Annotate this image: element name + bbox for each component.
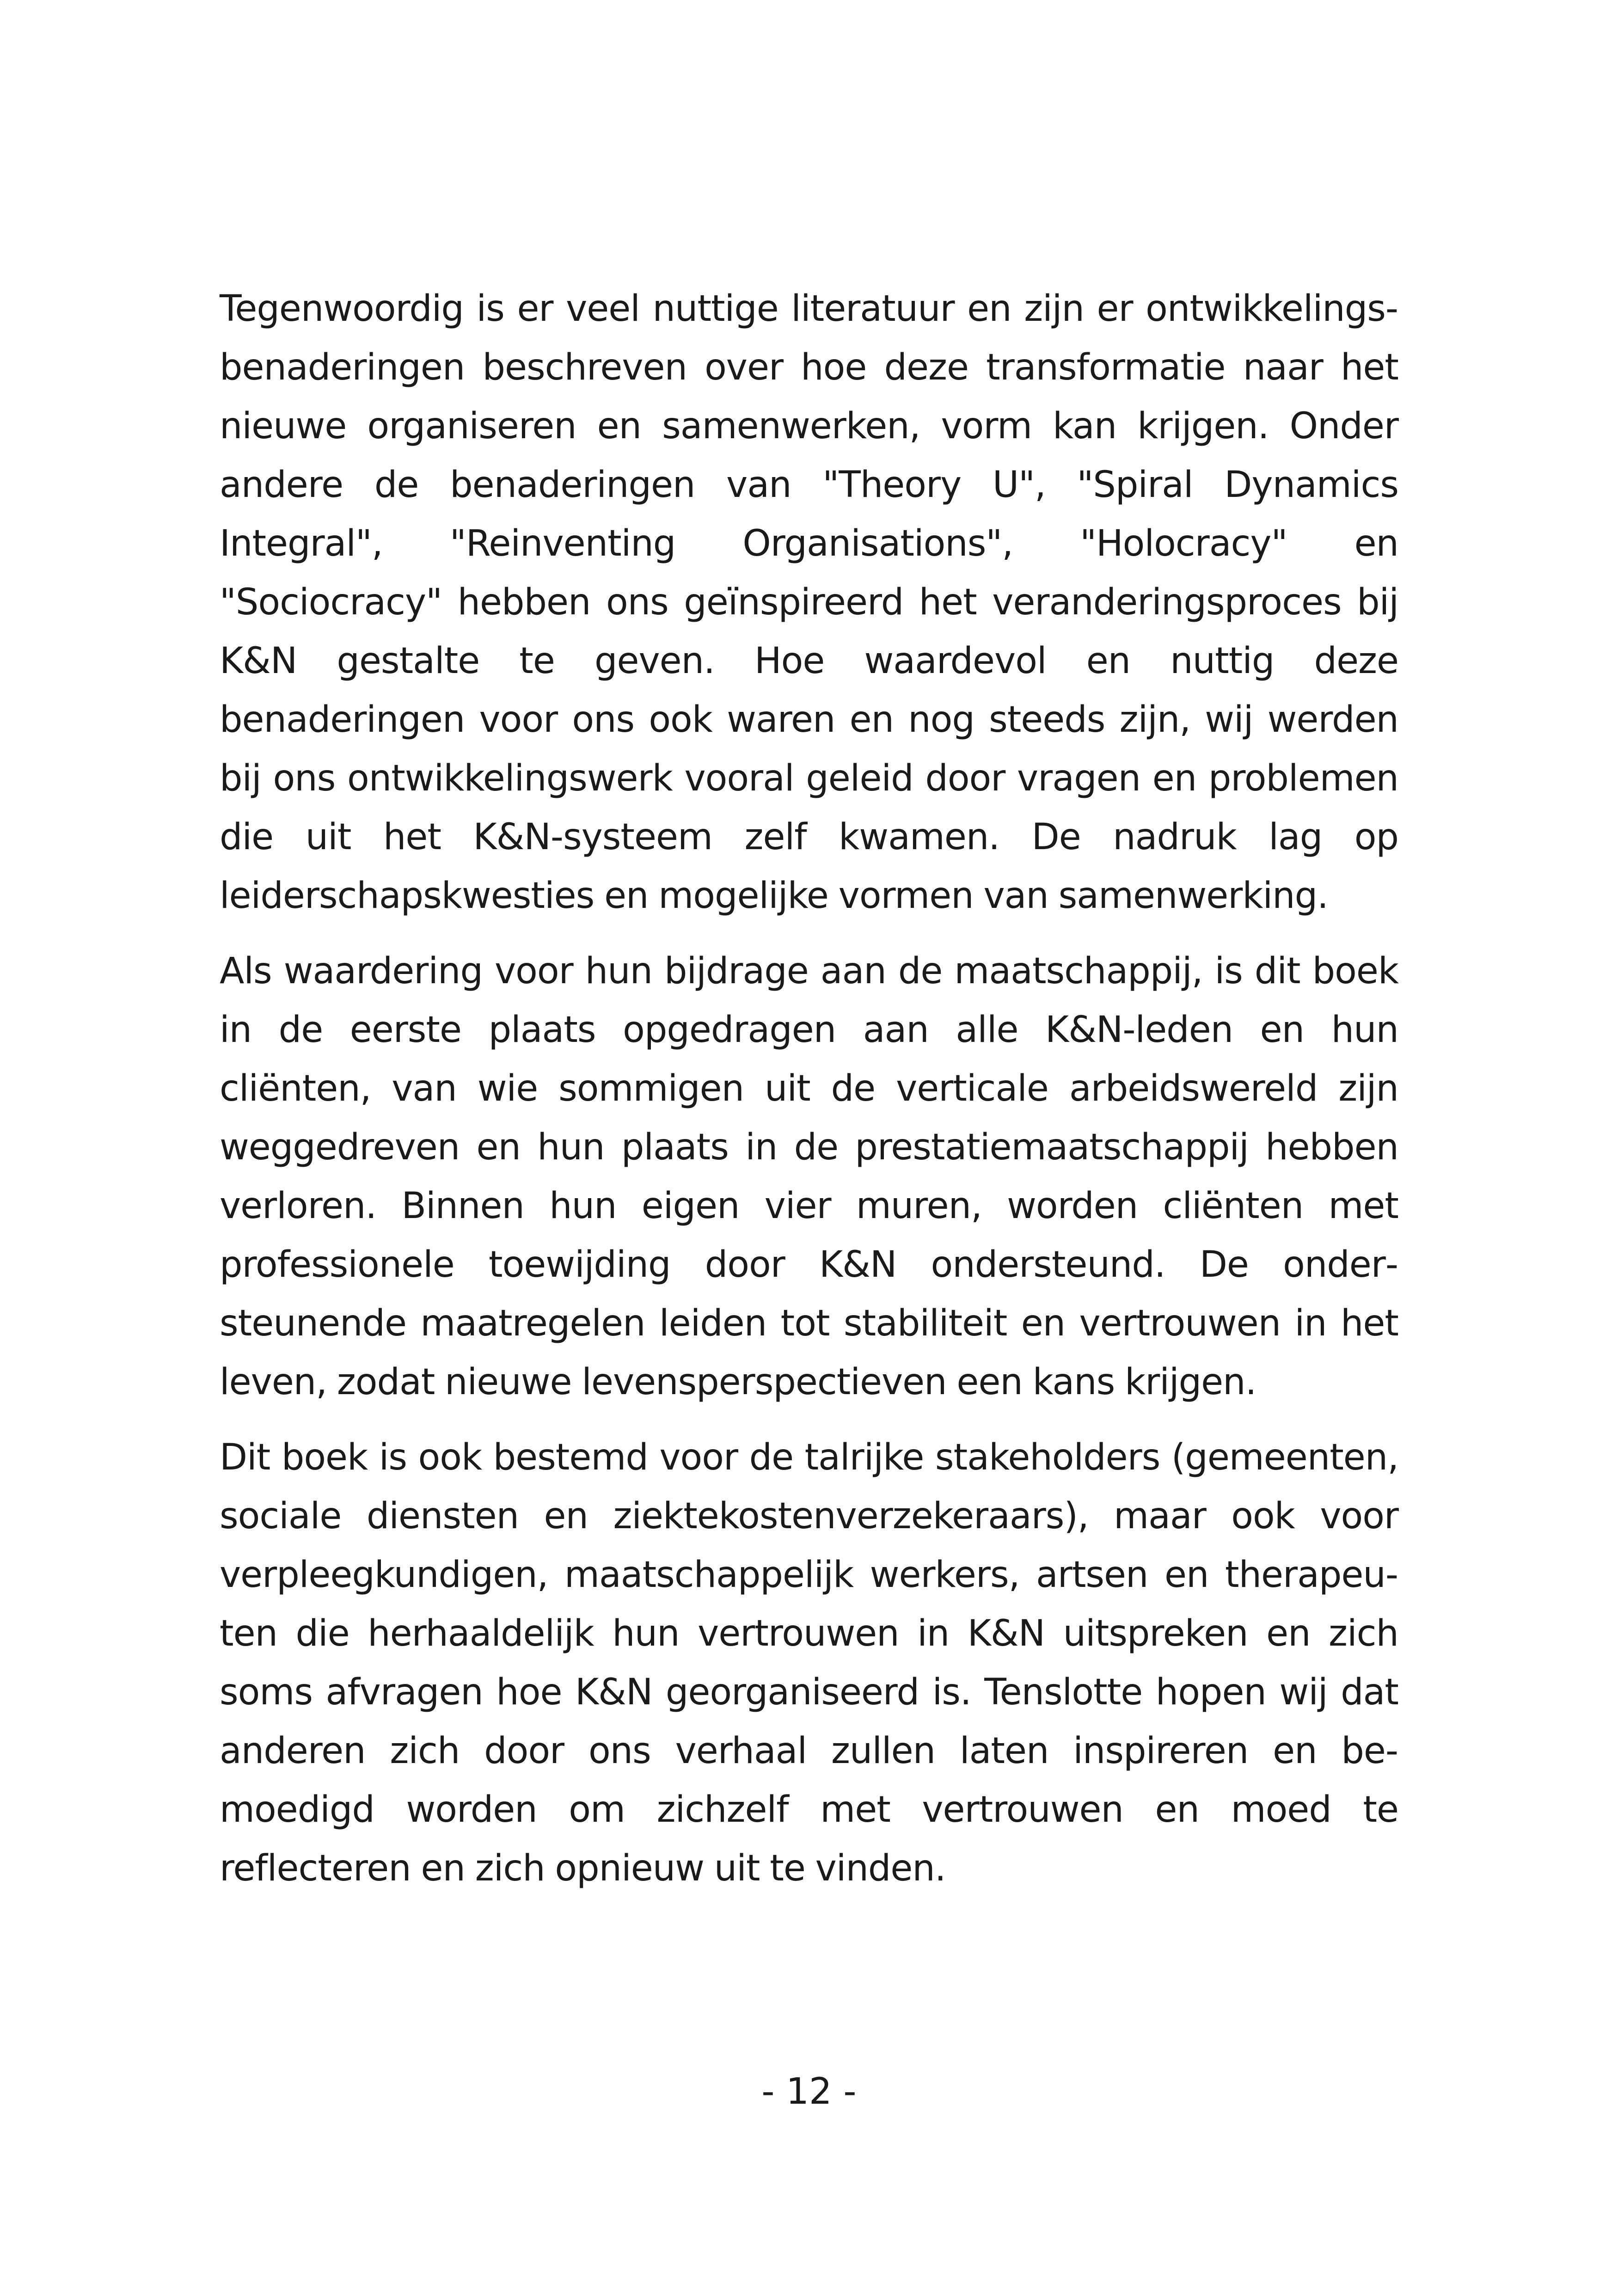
paragraph-2: Als waardering voor hun bijdrage aan de maatschappij, is dit boek in de eerste plaats opgedragen aan alle K&N-leden en hun cliënten, van wie sommigen uit de verticale arbeidswereld zijn weggedreven en hun plaats in de prestatiemaatschappij hebben verloren. Binnen hun eigen vier muren, worden cliënten met professionele toewijding door K&N ondersteund. De ondersteunende maatregelen leiden tot stabiliteit en vertrouwen in het leven, zodat nieuwe levensperspectieven een kans krijgen. (220, 950, 1398, 1403)
paragraph-1: Tegenwoordig is er veel nuttige literatuur en zijn er ontwikkelingsbenaderingen beschreven over hoe deze transformatie naar het nieuwe organiseren en samenwerken, vorm kan krijgen. Onder andere de benaderingen van "Theory U", "Spiral Dynamics Integral", "Reinventing Organisations", "Holocracy" en "Sociocracy" hebben ons geïnspireerd het veranderingsproces bij K&N gestalte te geven. Hoe waardevol en nuttig deze benaderingen voor ons ook waren en nog steeds zijn, wij werden bij ons ontwikkelingswerk vooral geleid door vragen en problemen die uit het K&N-systeem zelf kwamen. De nadruk lag op leiderschapskwesties en mogelijke vormen van samenwerking. (220, 288, 1398, 917)
paragraph-3: Dit boek is ook bestemd voor de talrijke stakeholders (gemeenten, sociale diensten en ziektekostenverzekeraars), maar ook voor verpleegkundigen, maatschappelijk werkers, artsen en therapeuten die herhaaldelijk hun vertrouwen in K&N uitspreken en zich soms afvragen hoe K&N georganiseerd is. Tenslotte hopen wij dat anderen zich door ons verhaal zullen laten inspireren en bemoedigd worden om zichzelf met vertrouwen en moed te reflecteren en zich opnieuw uit te vinden. (220, 1437, 1398, 1889)
page-number: - 12 - (761, 2071, 857, 2112)
body-text (220, 280, 1398, 1898)
